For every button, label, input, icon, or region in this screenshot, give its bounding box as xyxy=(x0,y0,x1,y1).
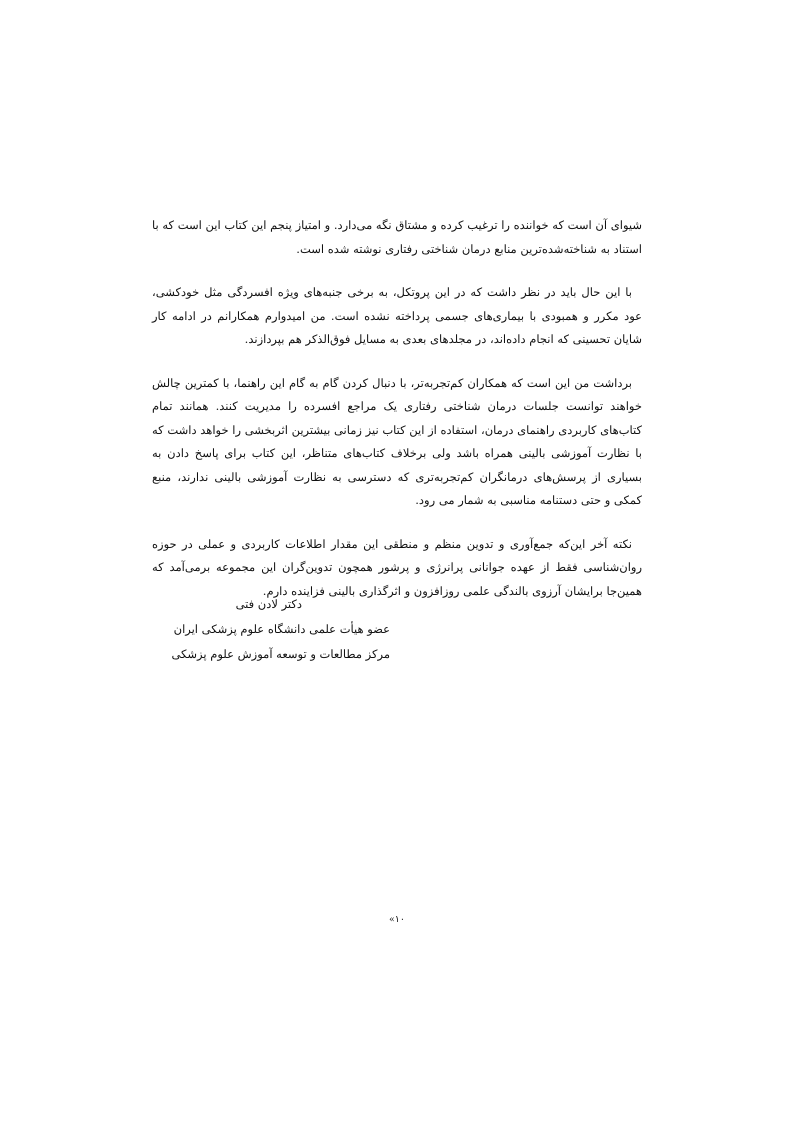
signature-block xyxy=(150,592,390,667)
body-text xyxy=(152,214,642,623)
paragraph-4: نکته آخر این‌که جمع‌آوری و تدوین منظم و منطقی این مقدار اطلاعات کاربردی و عملی در حوزه روان‌شناسی فقط از عهده جوانانی پرانرژی و پرشور همچون تدوین‌گران این مجموعه برمی‌آمد که همین‌جا برایشان آرزوی بالندگی علمی روزافزون و اثرگذاری بالینی فزاینده دارم. xyxy=(152,536,642,598)
paragraph-3: برداشت من این است که همکاران کم‌تجربه‌تر، با دنبال کردن گام به گام این راهنما، با کمترین چالش خواهند توانست جلسات درمان شناختی رفتاری یک مراجع افسرده را مدیریت کنند. همانند تمام کتاب‌های کاربردی راهنمای درمان، استفاده از این کتاب نیز زمانی بیشترین اثربخشی را خواهد داشت که با نظارت آموزشی بالینی همراه باشد ولی برخلاف کتاب‌های متناظر، این کتاب برای پاسخ دادن به بسیاری از پرسش‌های درمانگران کم‌تجربه‌تری که دسترسی به نظارت آموزشی بالینی ندارند، منبع کمکی و حتی دستنامه مناسبی به شمار می رود. xyxy=(152,375,642,507)
page-number: ۱۰» xyxy=(388,914,406,925)
signature-name: دکتر لادن فتی xyxy=(235,597,302,611)
signature-title-line-1: عضو هیأت علمی دانشگاه علوم پزشکی ایران xyxy=(173,622,390,636)
paragraph-2: با این حال باید در نظر داشت که در این پروتکل، به برخی جنبه‌های ویژه افسردگی مثل خودکشی، عود مکرر و همبودی با بیماری‌های جسمی پرداخته نشده است. من امیدوارم همکارانم در ادامه کار شایان تحسینی که انجام داده‌اند، در مجلدهای بعدی به مسایل فوق‌الذکر هم بپردازند. xyxy=(152,285,642,346)
paragraph-1: شیوای آن است که خواننده را ترغیب کرده و مشتاق نگه می‌دارد. و امتیاز پنجم این کتاب این است که با استناد به شناخته‌شده‌ترین منابع درمان شناختی رفتاری نوشته شده است. xyxy=(152,218,642,256)
signature-title-line-2: مرکز مطالعات و توسعه آموزش علوم پزشکی xyxy=(171,647,390,661)
